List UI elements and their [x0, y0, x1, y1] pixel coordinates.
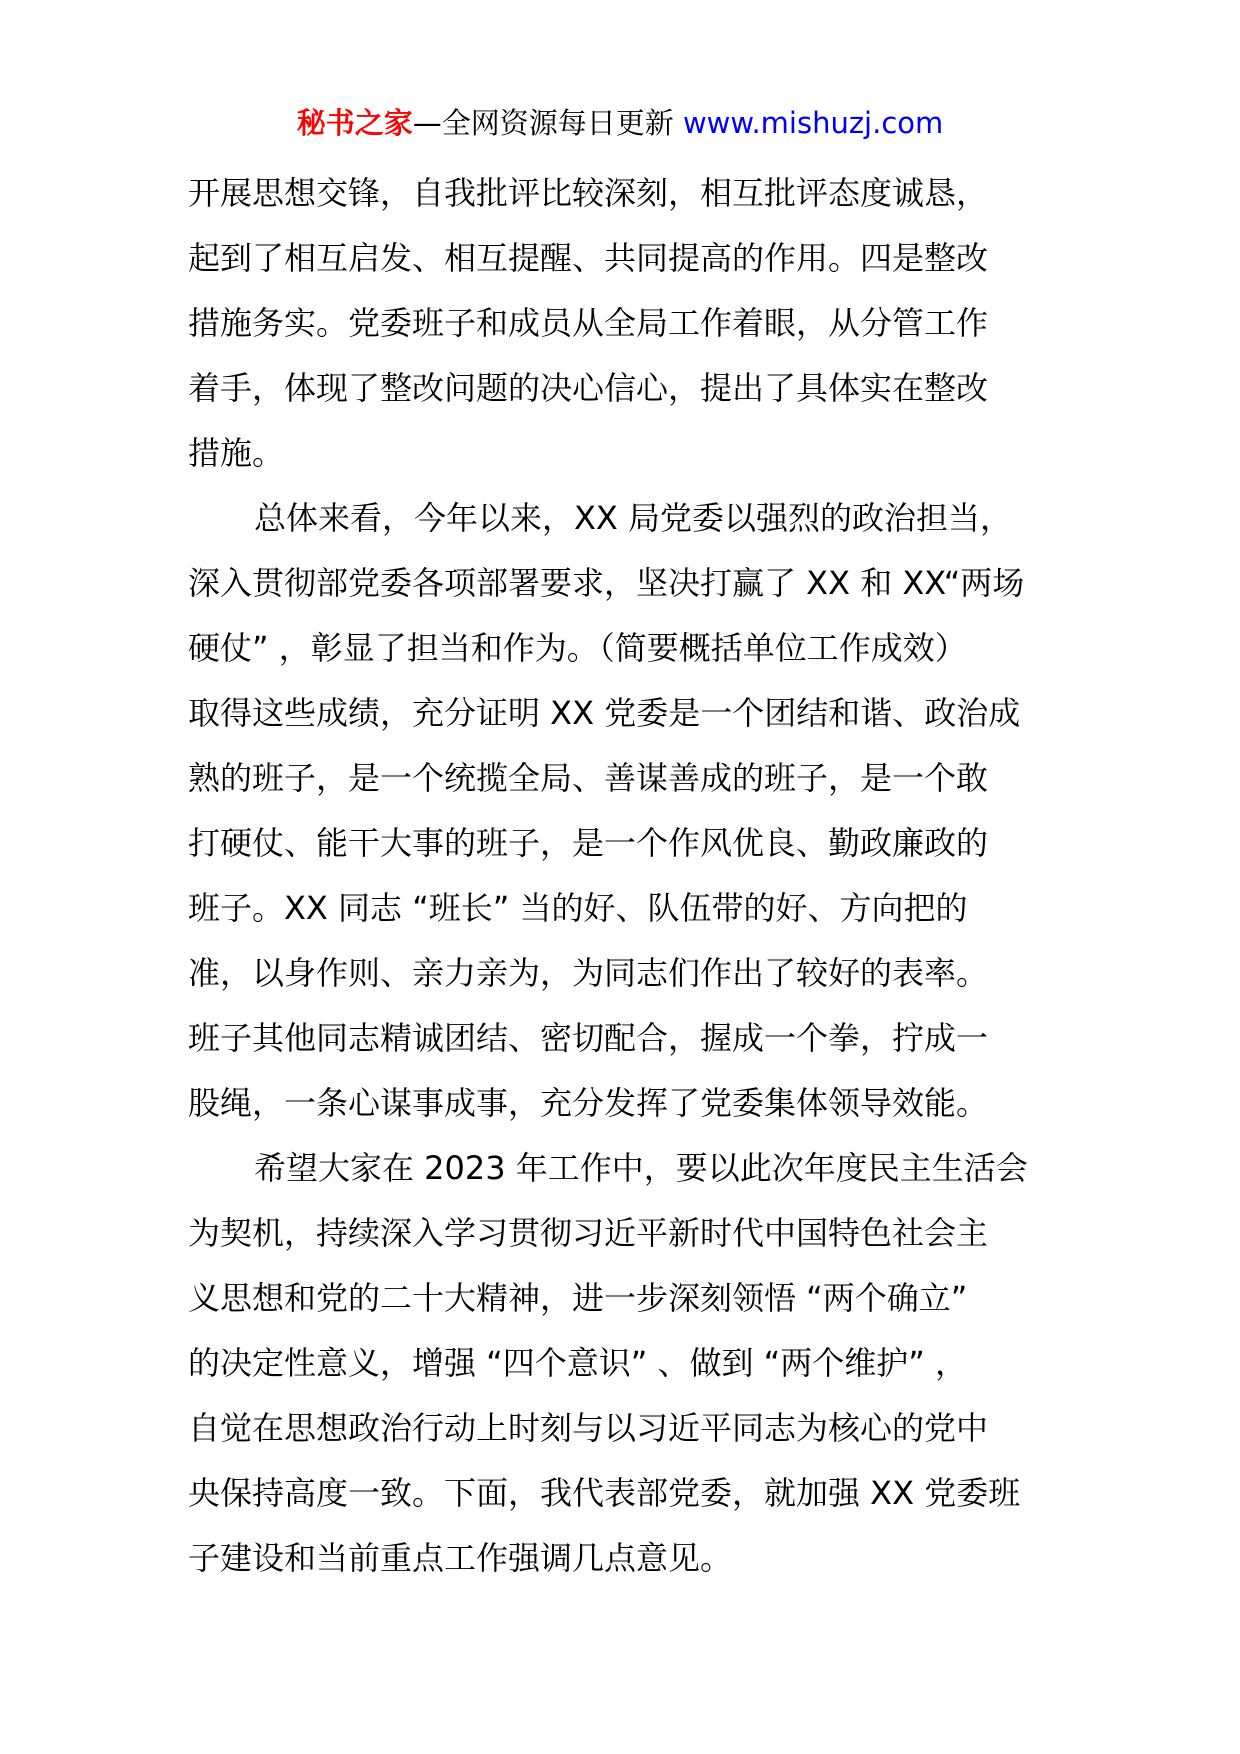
text-line: 硬仗” ，彰显了担当和作为。（简要概括单位工作成效） [188, 629, 967, 667]
text-line: 熟的班子，是一个统揽全局、善谋善成的班子，是一个敢 [188, 759, 989, 797]
text-line: 的决定性意义，增强 “四个意识” 、做到 “两个维护” ， [188, 1344, 968, 1382]
paragraph-first-line: 希望大家在 2023 年工作中，要以此次年度民主生活会 [254, 1149, 1028, 1187]
text-line: 着手，体现了整改问题的决心信心，提出了具体实在整改 [188, 369, 989, 407]
text-line: 打硬仗、能干大事的班子，是一个作风优良、勤政廉政的 [188, 824, 989, 862]
text-line: 起到了相互启发、相互提醒、共同提高的作用。四是整改 [188, 239, 989, 277]
text-line: 准，以身作则、亲力亲为，为同志们作出了较好的表率。 [188, 954, 989, 992]
text-line: 义思想和党的二十大精神，进一步深刻领悟 “两个确立” [188, 1279, 968, 1317]
header-url-link[interactable]: www.mishuzj.com [682, 106, 944, 140]
header-tagline: —全网资源每日更新 [412, 106, 683, 140]
header-brand: 秘书之家 [296, 106, 413, 140]
text-line: 班子。XX 同志 “班长” 当的好、队伍带的好、方向把的 [188, 889, 968, 927]
text-line: 央保持高度一致。下面，我代表部党委，就加强 XX 党委班 [188, 1474, 1021, 1512]
text-line: 股绳，一条心谋事成事，充分发挥了党委集体领导效能。 [188, 1084, 989, 1122]
text-line: 班子其他同志精诚团结、密切配合，握成一个拳，拧成一 [188, 1019, 989, 1057]
text-line: 为契机，持续深入学习贯彻习近平新时代中国特色社会主 [188, 1214, 989, 1252]
text-line: 开展思想交锋，自我批评比较深刻，相互批评态度诚恳， [188, 174, 989, 212]
text-line: 措施。 [188, 434, 285, 472]
text-line: 自觉在思想政治行动上时刻与以习近平同志为核心的党中 [188, 1409, 989, 1447]
text-line: 措施务实。党委班子和成员从全局工作着眼，从分管工作 [188, 304, 989, 342]
text-line: 取得这些成绩，充分证明 XX 党委是一个团结和谐、政治成 [188, 694, 1021, 732]
paragraph-first-line: 总体来看，今年以来，XX 局党委以强烈的政治担当， [254, 499, 1013, 537]
text-line: 深入贯彻部党委各项部署要求，坚决打赢了 XX 和 XX“两场 [188, 564, 1025, 602]
page-header [0, 101, 1240, 145]
document-body [188, 161, 1052, 1591]
text-line: 子建设和当前重点工作强调几点意见。 [188, 1539, 733, 1577]
